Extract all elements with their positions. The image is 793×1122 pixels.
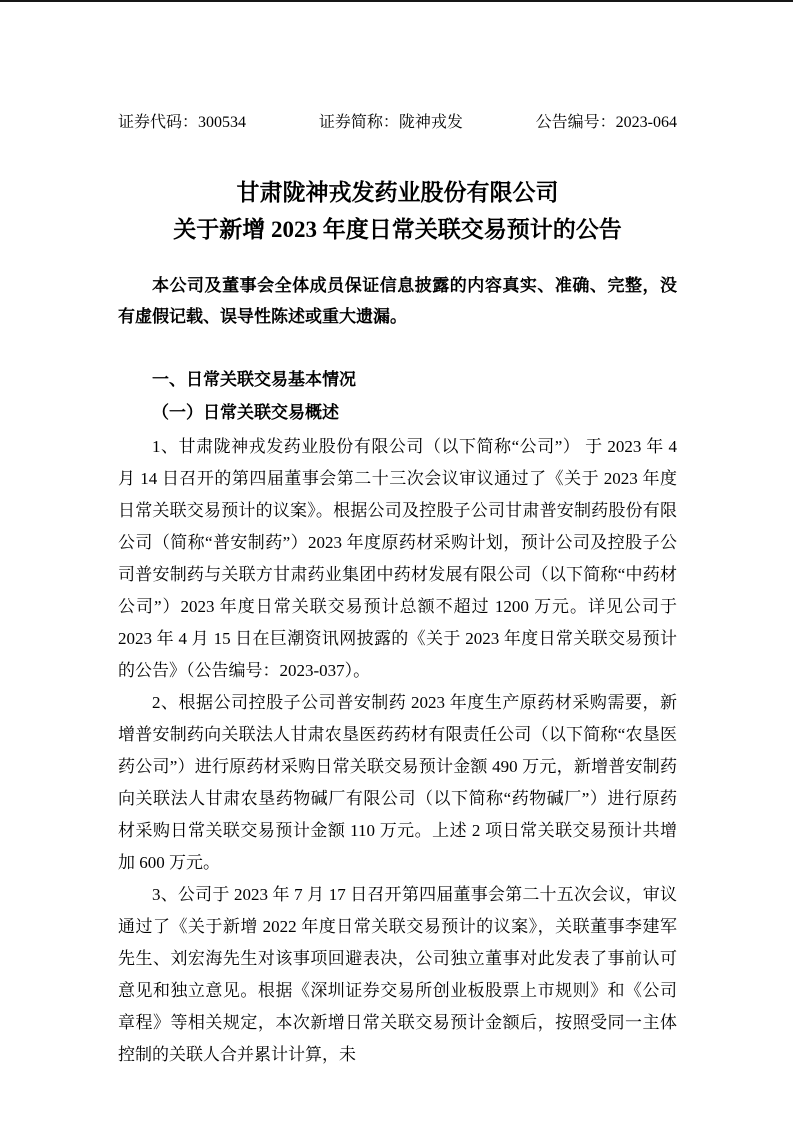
paragraph-2: 2、根据公司控股子公司普安制药 2023 年度生产原药材采购需要，新增普安制药向关联法人甘肃农垦医药药材有限责任公司（以下简称“农垦医药公司”）进行原药材采购日常关联交易预计金额 490 万元，新增普安制药向关联法人甘肃农垦药物碱厂有限公司（以下简称“药物碱厂”）进行原药材采购日常关联交易预计金额 110 万元。上述 2 项日常关联交易预计共增加 600 万元。 (118, 693, 677, 872)
section-heading-basic-info: 一、日常关联交易基本情况 (152, 370, 356, 389)
subsection-heading-overview: （一）日常关联交易概述 (152, 403, 339, 422)
announcement-title-line: 关于新增 2023 年度日常关联交易预计的公告 (173, 217, 622, 242)
paragraph-3: 3、公司于 2023 年 7 月 17 日召开第四届董事会第二十五次会议，审议通过了《关于新增 2022 年度日常关联交易预计的议案》，关联董事李建军先生、刘宏海先生对该事项回避表决，公司独立董事对此发表了事前认可意见和独立意见。根据《深圳证券交易所创业板股票上市规则》和《公司章程》等相关规定，本次新增日常关联交易预计金额后，按照受同一主体控制的关联人合并累计计算，未 (118, 885, 677, 1064)
disclaimer-statement: 本公司及董事会全体成员保证信息披露的内容真实、准确、完整，没有虚假记载、误导性陈述或重大遗漏。 (118, 276, 677, 326)
paragraph-1: 1、甘肃陇神戎发药业股份有限公司（以下简称“公司”） 于 2023 年 4 月 14 日召开的第四届董事会第二十三次会议审议通过了《关于 2023 年度日常关联交易预计的议案》。根据公司及控股子公司甘肃普安制药股份有限公司（简称“普安制药”）2023 年度原药材采购计划，预计公司及控股子公司普安制药与关联方甘肃药业集团中药材发展有限公司（以下简称“中药材公司”）2023 年度日常关联交易预计总额不超过 1200 万元。详见公司于 2023 年 4 月 15 日在巨潮资讯网披露的《关于 2023 年度日常关联交易预计的公告》（公告编号：2023-037）。 (118, 437, 677, 680)
announcement-number: 公告编号：2023-064 (535, 114, 677, 131)
document-header (118, 112, 677, 134)
document-title (118, 174, 677, 248)
stock-code: 证券代码：300534 (118, 114, 247, 131)
company-name-title-line: 甘肃陇神戎发药业股份有限公司 (236, 180, 559, 205)
stock-short-name: 证券简称：陇神戎发 (318, 114, 463, 131)
